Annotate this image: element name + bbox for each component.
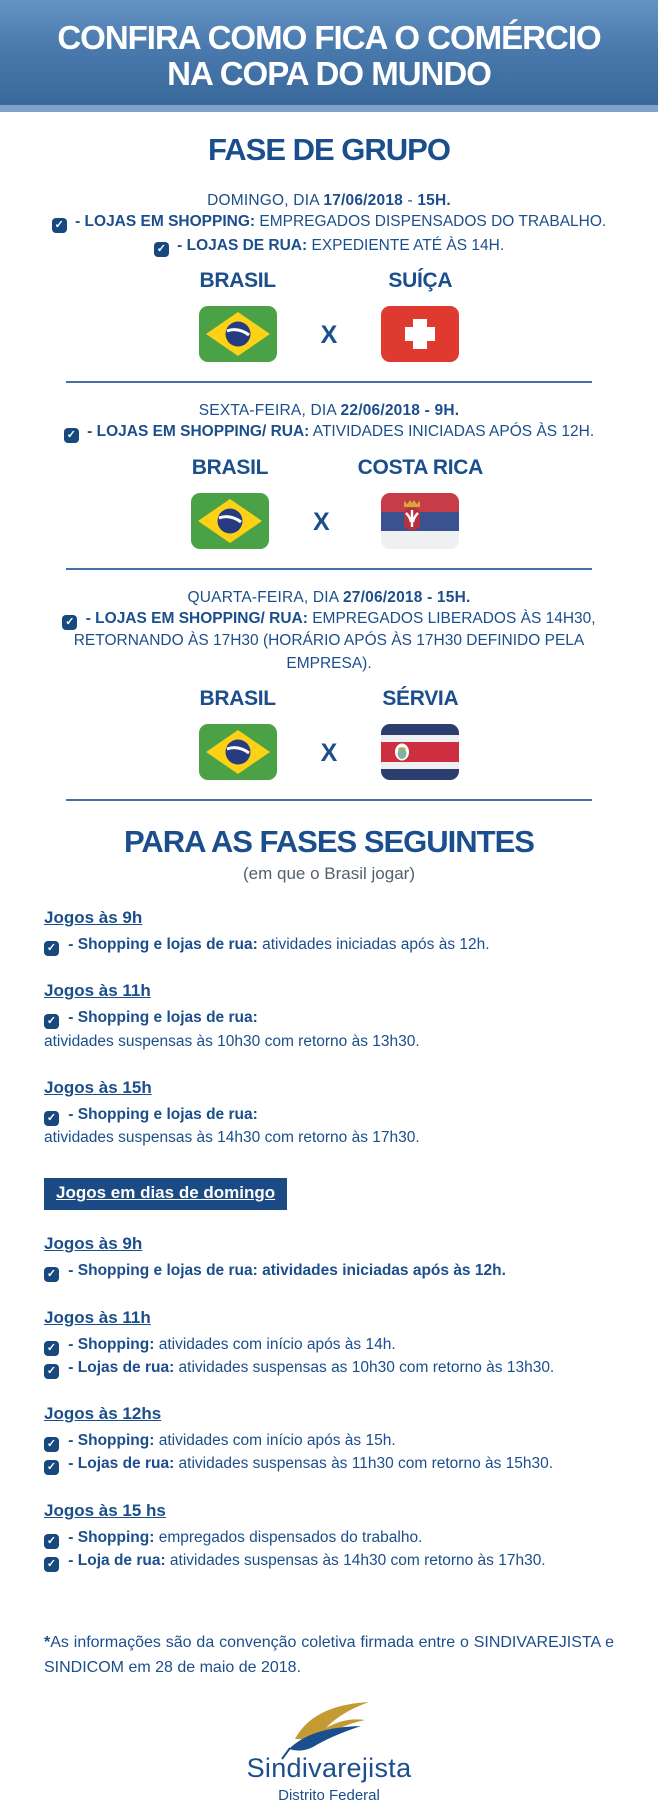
game-item-text: atividades com início após às 14h. [154,1335,396,1353]
serbia-flag-icon [381,493,459,549]
vs-label: X [320,321,338,350]
vs-label: X [312,507,330,536]
team-column [365,269,475,362]
vs-label: X [320,739,338,768]
teams-row [0,687,658,780]
check-icon: ✓ [44,1437,59,1452]
match-date [0,192,658,210]
game-group [44,1501,614,1573]
game-item [44,1259,614,1282]
game-item-label: - Shopping e lojas de rua: [64,1009,258,1027]
logo-brand-name: Sindivarejista [246,1752,412,1783]
brazil-flag-icon [199,306,277,362]
match-rule-label: - LOJAS EM SHOPPING/ RUA: [82,423,310,441]
game-item-text: empregados dispensados do trabalho. [154,1528,423,1546]
game-item [44,933,614,956]
check-icon: ✓ [44,1341,59,1356]
match-rule [35,235,623,257]
game-item-text: atividades iniciadas após às 12h. [257,936,490,954]
brazil-flag-icon [191,493,269,549]
teams-row [0,269,658,362]
game-item [44,1526,614,1549]
check-icon: ✓ [44,1014,59,1029]
team-name: SUÍÇA [388,269,453,293]
match-rule [35,421,623,443]
team-column [183,687,293,780]
game-item [44,1006,614,1029]
game-item-label: - Shopping e lojas de rua: atividades iniciadas após às 12h. [64,1262,506,1280]
match-date-part: 15H. [417,192,451,210]
footnote-text: As informações são da convenção coletiva firmada entre o SINDIVAREJISTA e SINDICOM em 28 de maio de 2018. [44,1634,614,1676]
game-item-label: - Lojas de rua: [64,1455,175,1473]
match-date-part: 22/06/2018 - 9H. [340,402,460,420]
match-date [0,589,658,607]
game-item-text: atividades suspensas às 10h30 com retorno às 13h30. [44,1032,420,1050]
game-group-heading: Jogos às 12hs [44,1404,162,1424]
teams-row [0,456,658,549]
game-item [44,1452,614,1475]
following-phases-list [44,908,614,1174]
team-name: COSTA RICA [357,455,483,479]
game-group-heading: Jogos às 15 hs [44,1500,166,1520]
match-divider [66,381,592,383]
group-stage-title: FASE DE GRUPO [208,132,450,168]
team-name: BRASIL [199,269,276,293]
check-icon: ✓ [44,1267,59,1282]
sindivarejista-logo [0,1695,658,1804]
game-group [44,1078,614,1150]
team-name: BRASIL [199,687,276,711]
game-item-label: - Shopping: [64,1432,155,1450]
match-block [0,192,658,362]
game-group [44,1404,614,1476]
footnote [44,1631,614,1681]
match-rule [35,608,623,675]
check-icon: ✓ [64,428,79,443]
match-date-part: SEXTA-FEIRA, DIA [198,402,341,420]
game-item-label: - Shopping: [64,1528,155,1546]
game-item-label: - Lojas de rua: [64,1358,175,1376]
check-icon: ✓ [44,1460,59,1475]
team-column [175,456,285,549]
match-rule-text: ATIVIDADES INICIADAS APÓS ÀS 12H. [309,423,595,441]
team-column [358,456,483,549]
game-item-text: atividades com início após às 15h. [154,1432,396,1450]
game-group-heading: Jogos às 11h [44,1307,151,1327]
match-rule-label: - LOJAS DE RUA: [172,236,308,254]
game-item-text: atividades suspensas às 14h30 com retorno às 17h30. [44,1129,420,1147]
footnote-marker: * [44,1634,51,1652]
match-block [0,402,658,548]
following-phases-subtitle: (em que o Brasil jogar) [243,864,415,884]
team-column [183,269,293,362]
sindivarejista-logo-icon [0,1695,658,1757]
match-date-part: 17/06/2018 [323,192,403,210]
game-group-heading: Jogos às 9h [44,908,143,928]
logo-subtitle: Distrito Federal [278,1786,380,1804]
sunday-badge-wrap [44,1178,614,1210]
game-item [44,1103,614,1126]
game-group-heading: Jogos às 11h [44,981,151,1001]
match-divider [66,568,592,570]
match-date-part: - [402,192,418,210]
game-item-label: - Shopping e lojas de rua: [64,1105,258,1123]
game-item [44,1030,614,1053]
matches-container [0,192,658,820]
check-icon: ✓ [44,1557,59,1572]
sunday-games-badge: Jogos em dias de domingo [44,1178,287,1210]
game-item [44,1429,614,1452]
game-item [44,1549,614,1572]
game-group [44,908,614,956]
check-icon: ✓ [44,1111,59,1126]
match-date-part: DOMINGO, DIA [207,192,324,210]
game-group-heading: Jogos às 15h [44,1077,152,1097]
following-phases-title: PARA AS FASES SEGUINTES [124,824,534,860]
match-divider [66,799,592,801]
header-title-line2: NA COPA DO MUNDO [167,54,491,92]
game-item-text: atividades suspensas as 10h30 com retorno às 13h30. [174,1358,555,1376]
sunday-games-list [44,1234,614,1597]
game-item [44,1126,614,1149]
brazil-flag-icon [199,724,277,780]
check-icon: ✓ [44,1364,59,1379]
game-group [44,1234,614,1282]
game-item-label: - Shopping: [64,1335,155,1353]
game-item [44,1356,614,1379]
team-name: BRASIL [191,455,269,479]
check-icon: ✓ [52,218,67,233]
match-date [0,402,658,420]
switzerland-flag-icon [381,306,459,362]
check-icon: ✓ [154,242,169,257]
match-rule-label: - LOJAS EM SHOPPING/ RUA: [81,609,308,627]
game-item-text: atividades suspensas às 14h30 com retorno às 17h30. [165,1551,546,1569]
header-title-line1: CONFIRA COMO FICA O COMÉRCIO [57,19,601,56]
check-icon: ✓ [44,1534,59,1549]
game-group [44,1308,614,1380]
team-column [365,687,475,780]
game-item-text: atividades suspensas às 11h30 com retorno às 15h30. [174,1455,554,1473]
team-name: SÉRVIA [382,687,459,711]
game-item-label: - Loja de rua: [64,1551,166,1569]
match-rule-text: EMPREGADOS LIBERADOS ÀS 14H30, RETORNANDO ÀS 17H30 (HORÁRIO APÓS ÀS 17H30 DEFINIDO PELA EMPRESA). [73,609,596,672]
match-block [0,589,658,780]
game-item [44,1333,614,1356]
match-date-part: 27/06/2018 - 15H. [342,588,471,606]
game-group [44,981,614,1053]
costa-rica-flag-icon [381,724,459,780]
match-rule-label: - LOJAS EM SHOPPING: [70,213,256,231]
check-icon: ✓ [62,615,77,630]
header-banner [0,0,658,112]
check-icon: ✓ [44,941,59,956]
match-rule-text: EXPEDIENTE ATÉ ÀS 14H. [307,236,505,254]
match-date-part: QUARTA-FEIRA, DIA [187,588,343,606]
match-rule [35,211,623,233]
game-item-label: - Shopping e lojas de rua: [64,936,258,954]
match-rule-text: EMPREGADOS DISPENSADOS DO TRABALHO. [255,213,607,231]
game-group-heading: Jogos às 9h [44,1234,143,1254]
